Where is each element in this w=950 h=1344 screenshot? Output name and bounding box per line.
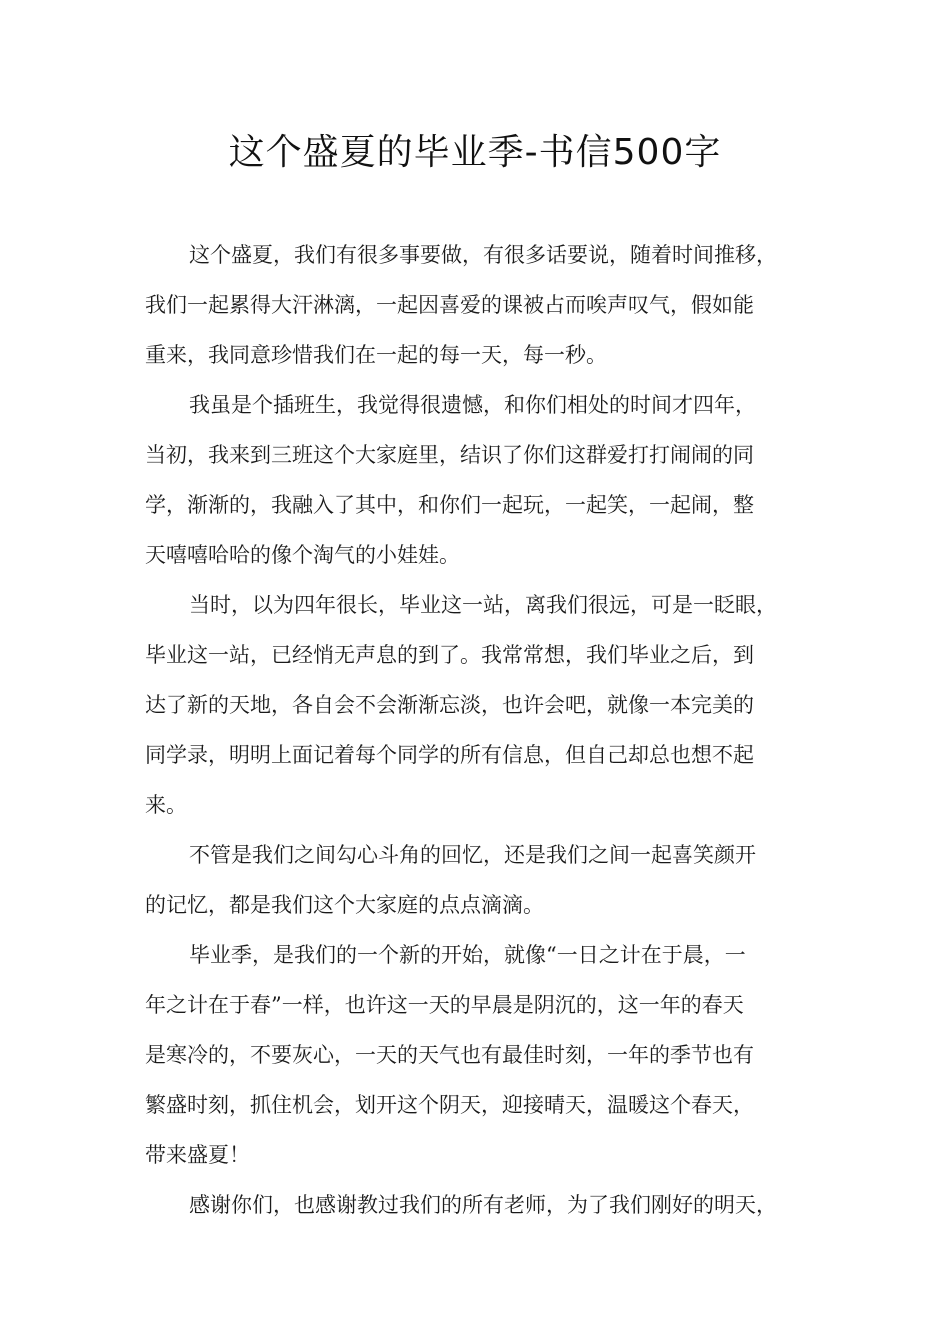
paragraph-line: 学，渐渐的，我融入了其中，和你们一起玩，一起笑，一起闹，整 xyxy=(145,493,754,517)
paragraph-line: 同学录，明明上面记着每个同学的所有信息，但自己却总也想不起 xyxy=(145,743,754,767)
paragraph-line: 毕业季，是我们的一个新的开始，就像“一日之计在于晨，一 xyxy=(189,943,746,967)
paragraph-line: 我们一起累得大汗淋漓，一起因喜爱的课被占而唉声叹气，假如能 xyxy=(145,293,754,317)
paragraph-line: 当初，我来到三班这个大家庭里，结识了你们这群爱打打闹闹的同 xyxy=(145,443,754,467)
paragraph-line: 达了新的天地，各自会不会渐渐忘淡，也许会吧，就像一本完美的 xyxy=(145,693,754,717)
paragraph-line: 我虽是个插班生，我觉得很遗憾，和你们相处的时间才四年， xyxy=(189,393,756,417)
paragraph-line: 毕业这一站，已经悄无声息的到了。我常常想，我们毕业之后，到 xyxy=(145,643,754,667)
paragraph-line: 重来，我同意珍惜我们在一起的每一天，每一秒。 xyxy=(145,343,607,367)
paragraph-line: 来。 xyxy=(145,793,187,817)
paragraph-line: 带来盛夏！ xyxy=(145,1143,250,1167)
paragraph-line: 年之计在于春”一样，也许这一天的早晨是阴沉的，这一年的春天 xyxy=(145,993,744,1017)
paragraph-line: 不管是我们之间勾心斗角的回忆，还是我们之间一起喜笑颜开 xyxy=(189,843,756,867)
document-title: 这个盛夏的毕业季-书信500字 xyxy=(228,132,722,173)
document-body xyxy=(145,230,830,1230)
paragraph-line: 这个盛夏，我们有很多事要做，有很多话要说，随着时间推移， xyxy=(189,243,777,267)
paragraph-line: 是寒冷的，不要灰心，一天的天气也有最佳时刻，一年的季节也有 xyxy=(145,1043,754,1067)
paragraph-line: 天嘻嘻哈哈的像个淘气的小娃娃。 xyxy=(145,543,460,567)
paragraph-line: 繁盛时刻，抓住机会，划开这个阴天，迎接晴天，温暖这个春天， xyxy=(145,1093,754,1117)
paragraph-line: 的记忆，都是我们这个大家庭的点点滴滴。 xyxy=(145,893,544,917)
paragraph-line: 感谢你们，也感谢教过我们的所有老师，为了我们刚好的明天， xyxy=(189,1193,777,1217)
paragraph-line: 当时，以为四年很长，毕业这一站，离我们很远，可是一眨眼， xyxy=(189,593,777,617)
